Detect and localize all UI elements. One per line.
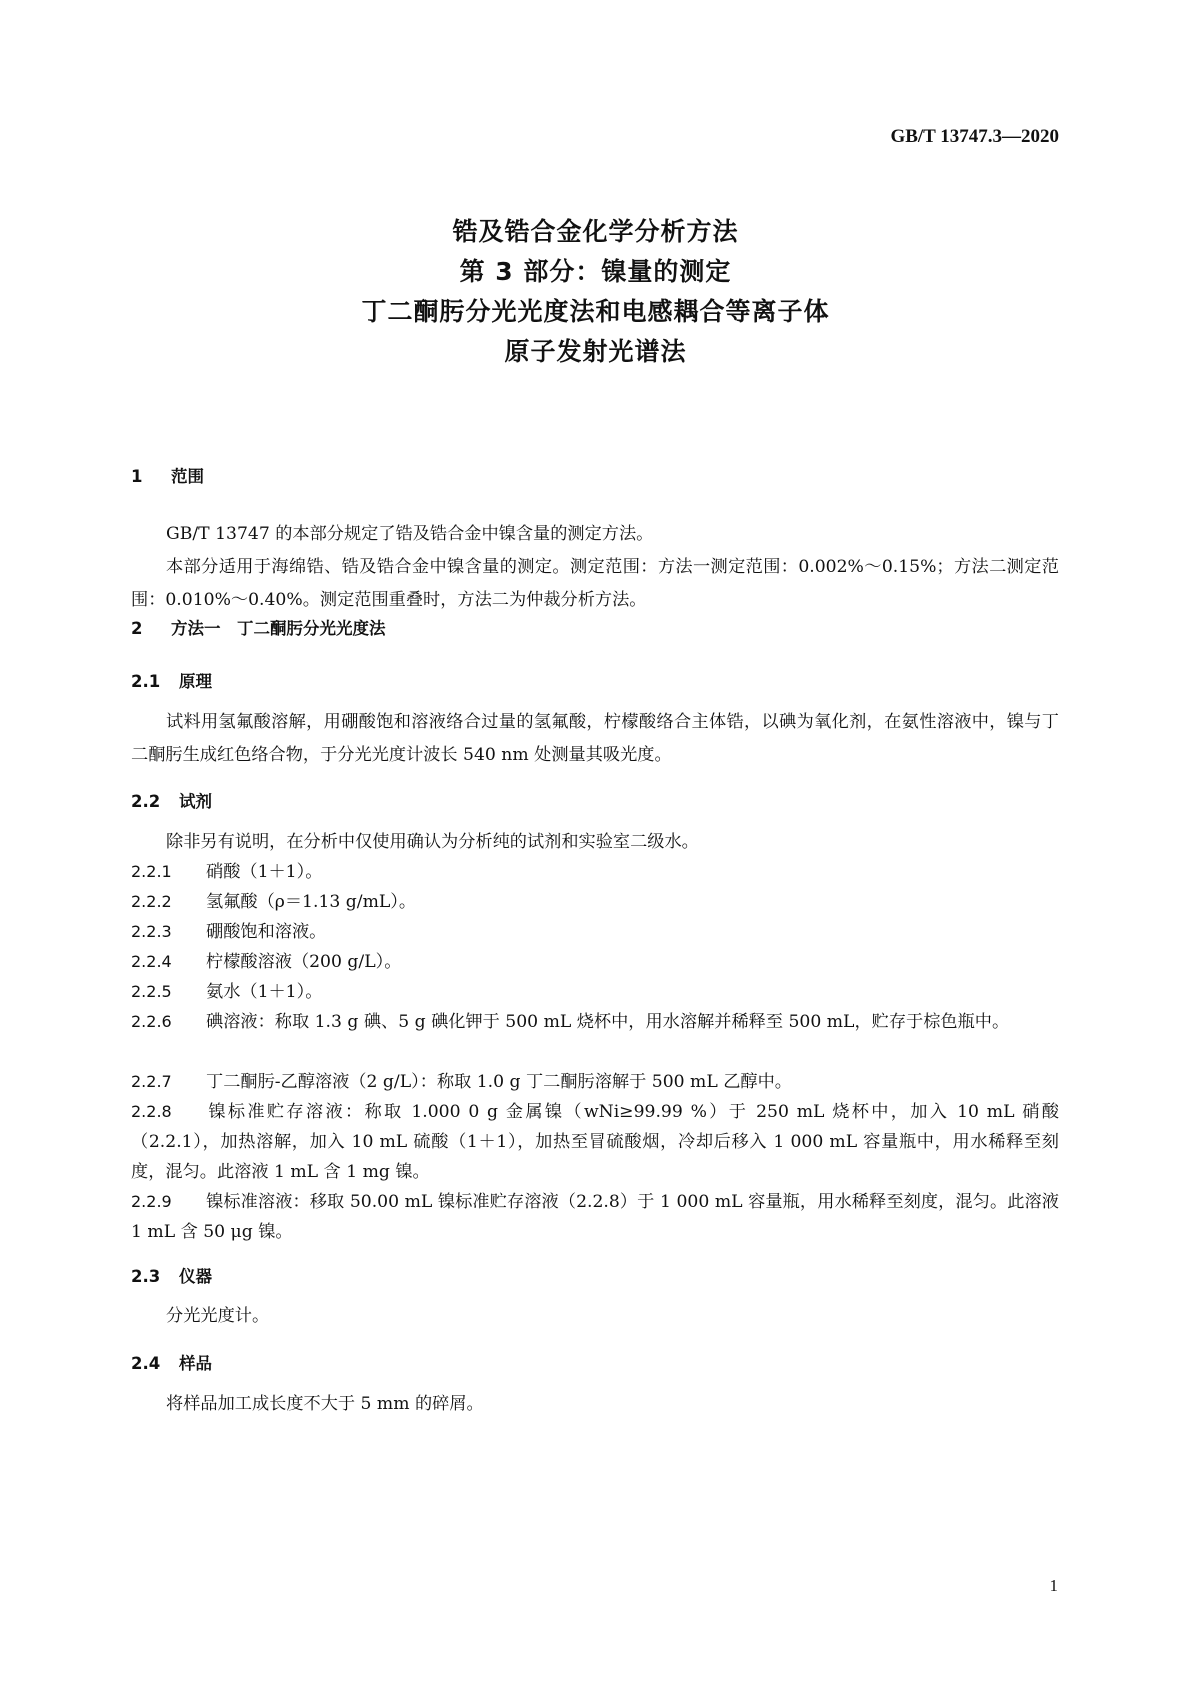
subsection-2-2-heading xyxy=(131,790,212,814)
subsection-number: 2.2 xyxy=(131,792,161,811)
section-1-heading xyxy=(131,465,204,489)
item-text: 镍标准溶液：移取 50.00 mL 镍标准贮存溶液（2.2.8）于 1 000 mL 容量瓶，用水稀释至刻度，混匀。此溶液 1 mL 含 50 μg 镍。 xyxy=(131,1192,1059,1242)
scope-paragraph-2: 本部分适用于海绵锆、锆及锆合金中镍含量的测定。测定范围：方法一测定范围：0.002%～0.15%；方法二测定范围：0.010%～0.40%。测定范围重叠时，方法二为仲裁分析方法。 xyxy=(131,557,1059,610)
item-number: 2.2.2 xyxy=(131,892,172,911)
subsection-number: 2.3 xyxy=(131,1267,161,1286)
reagent-item xyxy=(131,1187,1059,1247)
reagent-item xyxy=(131,1097,1059,1187)
reagent-item xyxy=(131,1067,1059,1097)
title-line-4: 原子发射光谱法 xyxy=(504,337,687,366)
item-number: 2.2.9 xyxy=(131,1192,172,1211)
page-number: 1 xyxy=(1049,1576,1058,1595)
item-text: 碘溶液：称取 1.3 g 碘、5 g 碘化钾于 500 mL 烧杯中，用水溶解并稀释至 500 mL，贮存于棕色瓶中。 xyxy=(206,1012,1010,1032)
reagent-item xyxy=(131,917,1059,947)
subsection-2-3-heading xyxy=(131,1265,212,1289)
item-number: 2.2.4 xyxy=(131,952,172,971)
section-number: 1 xyxy=(131,467,143,486)
item-number: 2.2.8 xyxy=(131,1102,172,1121)
reagent-item xyxy=(131,977,1059,1007)
item-number: 2.2.1 xyxy=(131,862,172,881)
item-text: 硼酸饱和溶液。 xyxy=(206,922,327,942)
subsection-2-4-heading xyxy=(131,1352,212,1376)
item-number: 2.2.3 xyxy=(131,922,172,941)
title-line-2: 第 3 部分：镍量的测定 xyxy=(459,257,732,286)
subsection-title: 试剂 xyxy=(179,792,212,811)
sample-paragraph: 将样品加工成长度不大于 5 mm 的碎屑。 xyxy=(166,1394,484,1414)
reagent-item xyxy=(131,857,1059,887)
item-text: 硝酸（1＋1）。 xyxy=(206,862,323,882)
scope-paragraph-1: GB/T 13747 的本部分规定了锆及锆合金中镍含量的测定方法。 xyxy=(166,524,654,544)
subsection-2-1-heading xyxy=(131,670,212,694)
item-text: 氨水（1＋1）。 xyxy=(206,982,323,1002)
title-line-1: 锆及锆合金化学分析方法 xyxy=(452,217,739,246)
subsection-number: 2.1 xyxy=(131,672,161,691)
section-title: 范围 xyxy=(171,467,204,486)
section-number: 2 xyxy=(131,619,143,638)
principle-paragraph: 试料用氢氟酸溶解，用硼酸饱和溶液络合过量的氢氟酸，柠檬酸络合主体锆，以碘为氧化剂，在氨性溶液中，镍与丁二酮肟生成红色络合物，于分光光度计波长 540 nm 处测量其吸光度。 xyxy=(131,712,1059,765)
subsection-title: 仪器 xyxy=(179,1267,212,1286)
title-line-3: 丁二酮肟分光光度法和电感耦合等离子体 xyxy=(361,297,830,326)
item-number: 2.2.6 xyxy=(131,1012,172,1031)
section-title: 方法一 丁二酮肟分光光度法 xyxy=(171,619,386,638)
item-number: 2.2.7 xyxy=(131,1072,172,1091)
item-text: 氢氟酸（ρ＝1.13 g/mL）。 xyxy=(206,892,417,912)
reagents-intro: 除非另有说明，在分析中仅使用确认为分析纯的试剂和实验室二级水。 xyxy=(166,832,699,852)
item-text: 镍标准贮存溶液：称取 1.000 0 g 金属镍（wNi≥99.99 %）于 250 mL 烧杯中，加入 10 mL 硝酸（2.2.1），加热溶解，加入 10 mL 硫酸（1＋1），加热至冒硫酸烟，冷却后移入 1 000 mL 容量瓶中，用水稀释至刻度，混匀。此溶液 1 mL 含 1 mg 镍。 xyxy=(131,1102,1059,1182)
subsection-title: 样品 xyxy=(179,1354,212,1373)
document-title xyxy=(0,212,1191,372)
reagent-item xyxy=(131,1007,1059,1037)
apparatus-paragraph: 分光光度计。 xyxy=(166,1306,270,1326)
reagent-item xyxy=(131,887,1059,917)
standard-code: GB/T 13747.3—2020 xyxy=(890,126,1059,147)
reagent-item xyxy=(131,947,1059,977)
subsection-title: 原理 xyxy=(179,672,212,691)
item-number: 2.2.5 xyxy=(131,982,172,1001)
item-text: 丁二酮肟-乙醇溶液（2 g/L）：称取 1.0 g 丁二酮肟溶解于 500 mL 乙醇中。 xyxy=(206,1072,792,1092)
item-text: 柠檬酸溶液（200 g/L）。 xyxy=(206,952,402,972)
section-2-heading xyxy=(131,617,386,641)
subsection-number: 2.4 xyxy=(131,1354,161,1373)
